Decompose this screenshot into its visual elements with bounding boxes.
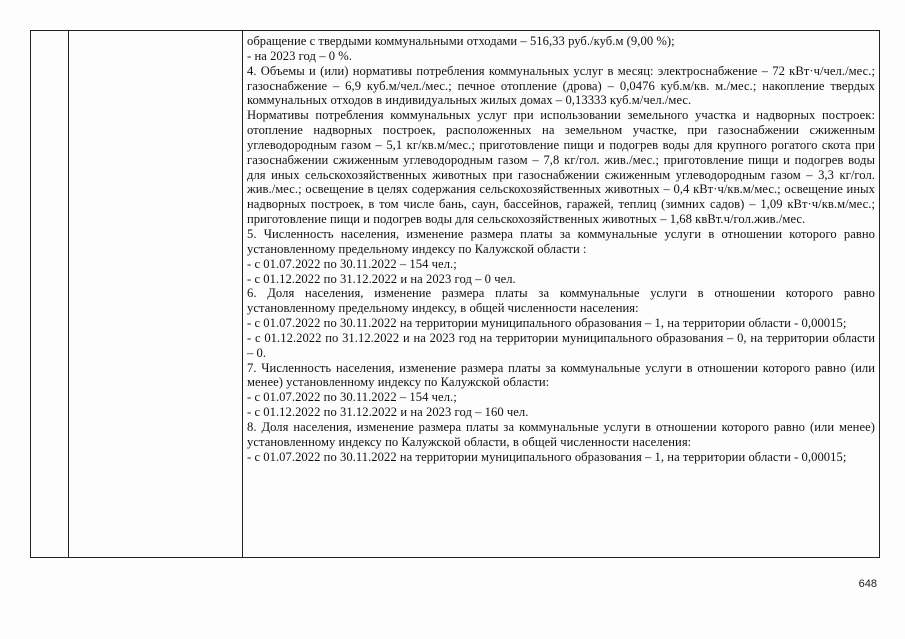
table-column-number <box>31 31 69 557</box>
paragraph-waste-tariff: обращение с твердыми коммунальными отходами – 516,33 руб./куб.м (9,00 %); <box>247 34 675 48</box>
paragraph-2023-rate: - на 2023 год – 0 %. <box>247 48 353 63</box>
paragraph-item-7-period-1: - с 01.07.2022 по 30.11.2022 – 154 чел.; <box>247 390 457 405</box>
paragraph-item-5-period-1: - с 01.07.2022 по 30.11.2022 – 154 чел.; <box>247 256 457 271</box>
paragraph-item-7: 7. Численность населения, изменение размера платы за коммунальные услуги в отношении которого равно (или менее) установленному индексу по Калужской области: <box>247 360 875 390</box>
paragraph-item-5: 5. Численность населения, изменение размера платы за коммунальные услуги в отношении которого равно установленному предельному индексу по Калужской области : <box>247 226 875 256</box>
paragraph-item-6-period-1: - с 01.07.2022 по 30.11.2022 на территории муниципального образования – 1, на территории области - 0,00015; <box>247 316 847 331</box>
paragraph-item-8-period-1: - с 01.07.2022 по 30.11.2022 на территории муниципального образования – 1, на территории области - 0,00015; <box>247 449 847 464</box>
paragraph-item-4: 4. Объемы и (или) нормативы потребления коммунальных услуг в месяц: электроснабжение – 72 кВт·ч/чел./мес.; газоснабжение – 6,9 куб.м/чел./мес.; печное отопление (дрова) – 0,0476 куб.м/кв. м./мес.; накопление твердых коммунальных отходов в индивидуальных жилых домах – 0,13333 куб.м/чел./мес. <box>247 63 875 108</box>
paragraph-item-5-period-2: - с 01.12.2022 по 31.12.2022 и на 2023 год – 0 чел. <box>247 271 516 286</box>
table-column-name <box>69 31 243 557</box>
paragraph-item-8: 8. Доля населения, изменение размера платы за коммунальные услуги в отношении которого равно (или менее) установленному индексу по Калужской области, в общей численности населения: <box>247 419 875 449</box>
paragraph-land-norms: Нормативы потребления коммунальных услуг при использовании земельного участка и надворных построек: отопление надворных построек, расположенных на земельном участке, при газоснабжении сжиженным углеводородным газом – 5,1 кг/кв.м/мес.; приготовление пищи и подогрев воды для крупного рогатого скота при газоснабжении сжиженным углеводородным газом – 7,8 кг/гол. жив./мес.; приготовление пищи и подогрев воды для иных сельскохозяйственных животных при газоснабжении сжиженным углеводородным газом – 3,3 кг/гол. жив./мес.; освещение в целях содержания сельскохозяйственных животных – 0,4 кВт·ч/кв.м/мес.; освещение иных надворных построек, в том числе бань, саун, бассейнов, гаражей, теплиц (зимних садов) – 1,09 кВт·ч/кв.м/мес.; приготовление пищи и подогрев воды для сельскохозяйственных животных – 1,68 квВт.ч/гол.жив./мес. <box>247 108 875 227</box>
table-column-text <box>243 31 879 557</box>
page-number: 648 <box>858 578 877 590</box>
paragraph-item-7-period-2: - с 01.12.2022 по 31.12.2022 и на 2023 год – 160 чел. <box>247 405 529 420</box>
paragraph-item-6: 6. Доля населения, изменение размера платы за коммунальные услуги в отношении которого равно установленному предельному индексу, в общей численности населения: <box>247 286 875 316</box>
paragraph-item-6-period-2: - с 01.12.2022 по 31.12.2022 и на 2023 год на территории муниципального образования – 0, на территории области – 0. <box>247 330 875 360</box>
document-table <box>30 30 880 558</box>
